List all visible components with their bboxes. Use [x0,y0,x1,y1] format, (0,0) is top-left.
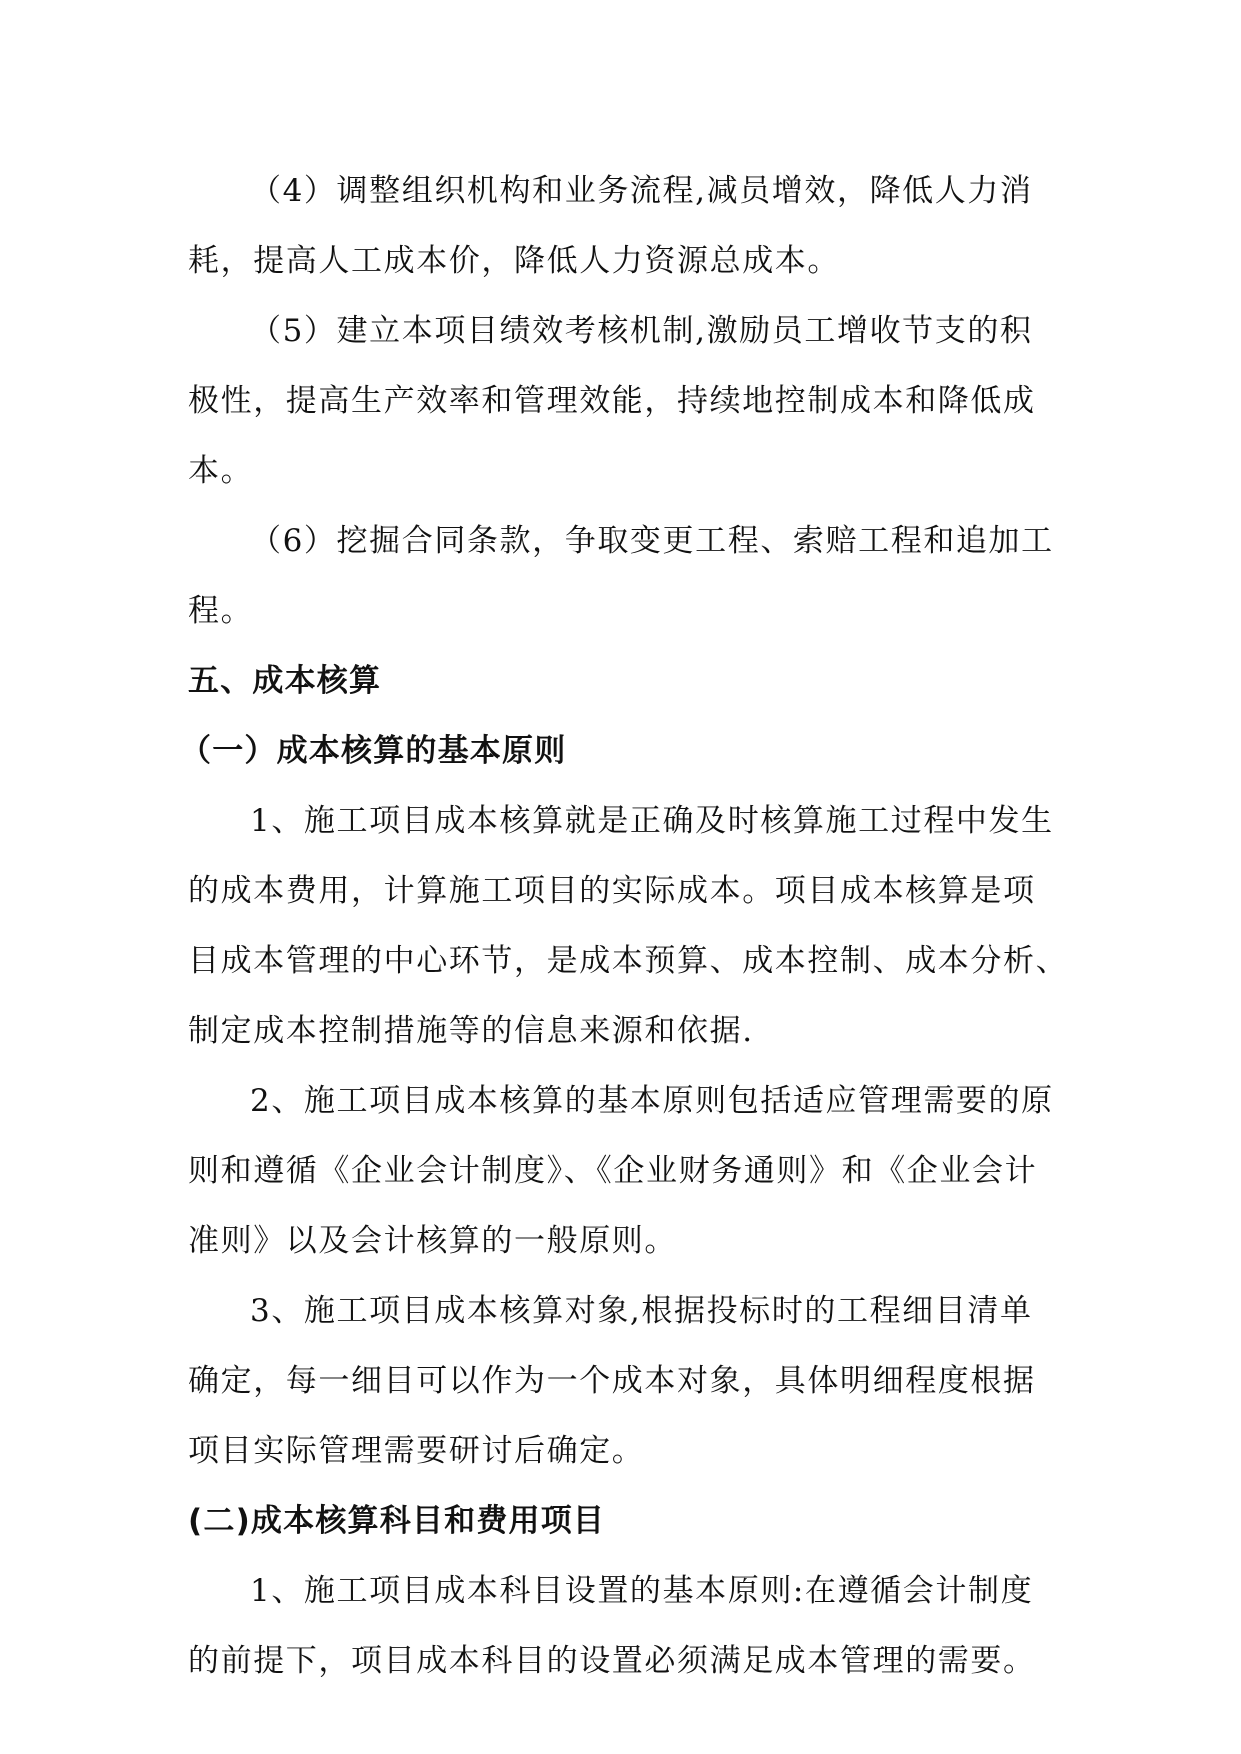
paragraph-item-5 [188,296,1054,506]
text-line: 3、施工项目成本核算对象,根据投标时的工程细目清单 [250,1293,1033,1329]
text-line: 确定，每一细目可以作为一个成本对象，具体明细程度根据 [188,1363,1036,1399]
text-line: 耗，提高人工成本价，降低人力资源总成本。 [188,243,840,279]
document-page [180,156,1069,1696]
text-line: （6）挖掘合同条款，争取变更工程、索赔工程和追加工 [250,523,1054,559]
text-line: 2、施工项目成本核算的基本原则包括适应管理需要的原 [250,1083,1054,1119]
principle-item-2 [188,1066,1054,1276]
text-line: 1、施工项目成本核算就是正确及时核算施工过程中发生 [250,803,1054,839]
paragraph-item-6 [188,506,1054,646]
text-line: 则和遵循《企业会计制度》、《企业财务通则》和《企业会计 [188,1153,1038,1189]
paragraph-item-4 [188,156,1054,296]
subsection-heading: （一）成本核算的基本原则 [180,733,567,769]
text-line: 项目实际管理需要研讨后确定。 [188,1433,645,1469]
text-line: 的成本费用，计算施工项目的实际成本。项目成本核算是项 [188,873,1036,909]
section-heading: 五、成本核算 [188,663,382,699]
text-line: 目成本管理的中心环节，是成本预算、成本控制、成本分析、 [188,943,1069,979]
text-line: （5）建立本项目绩效考核机制,激励员工增收节支的积 [250,313,1033,349]
text-line: （4）调整组织机构和业务流程,减员增效，降低人力消 [250,173,1033,209]
text-line: 程。 [188,593,254,629]
text-line: 本。 [188,453,254,489]
text-line: 制定成本控制措施等的信息来源和依据. [188,1013,754,1049]
subject-item-1 [188,1556,1054,1696]
principle-item-1 [188,786,1069,1066]
principle-item-3 [188,1276,1054,1486]
subsection-heading: (二)成本核算科目和费用项目 [188,1503,606,1539]
text-line: 极性，提高生产效率和管理效能，持续地控制成本和降低成 [188,383,1036,419]
text-line: 的前提下，项目成本科目的设置必须满足成本管理的需要。 [188,1643,1036,1679]
text-line: 准则》以及会计核算的一般原则。 [188,1223,677,1259]
text-line: 1、施工项目成本科目设置的基本原则:在遵循会计制度 [250,1573,1034,1609]
